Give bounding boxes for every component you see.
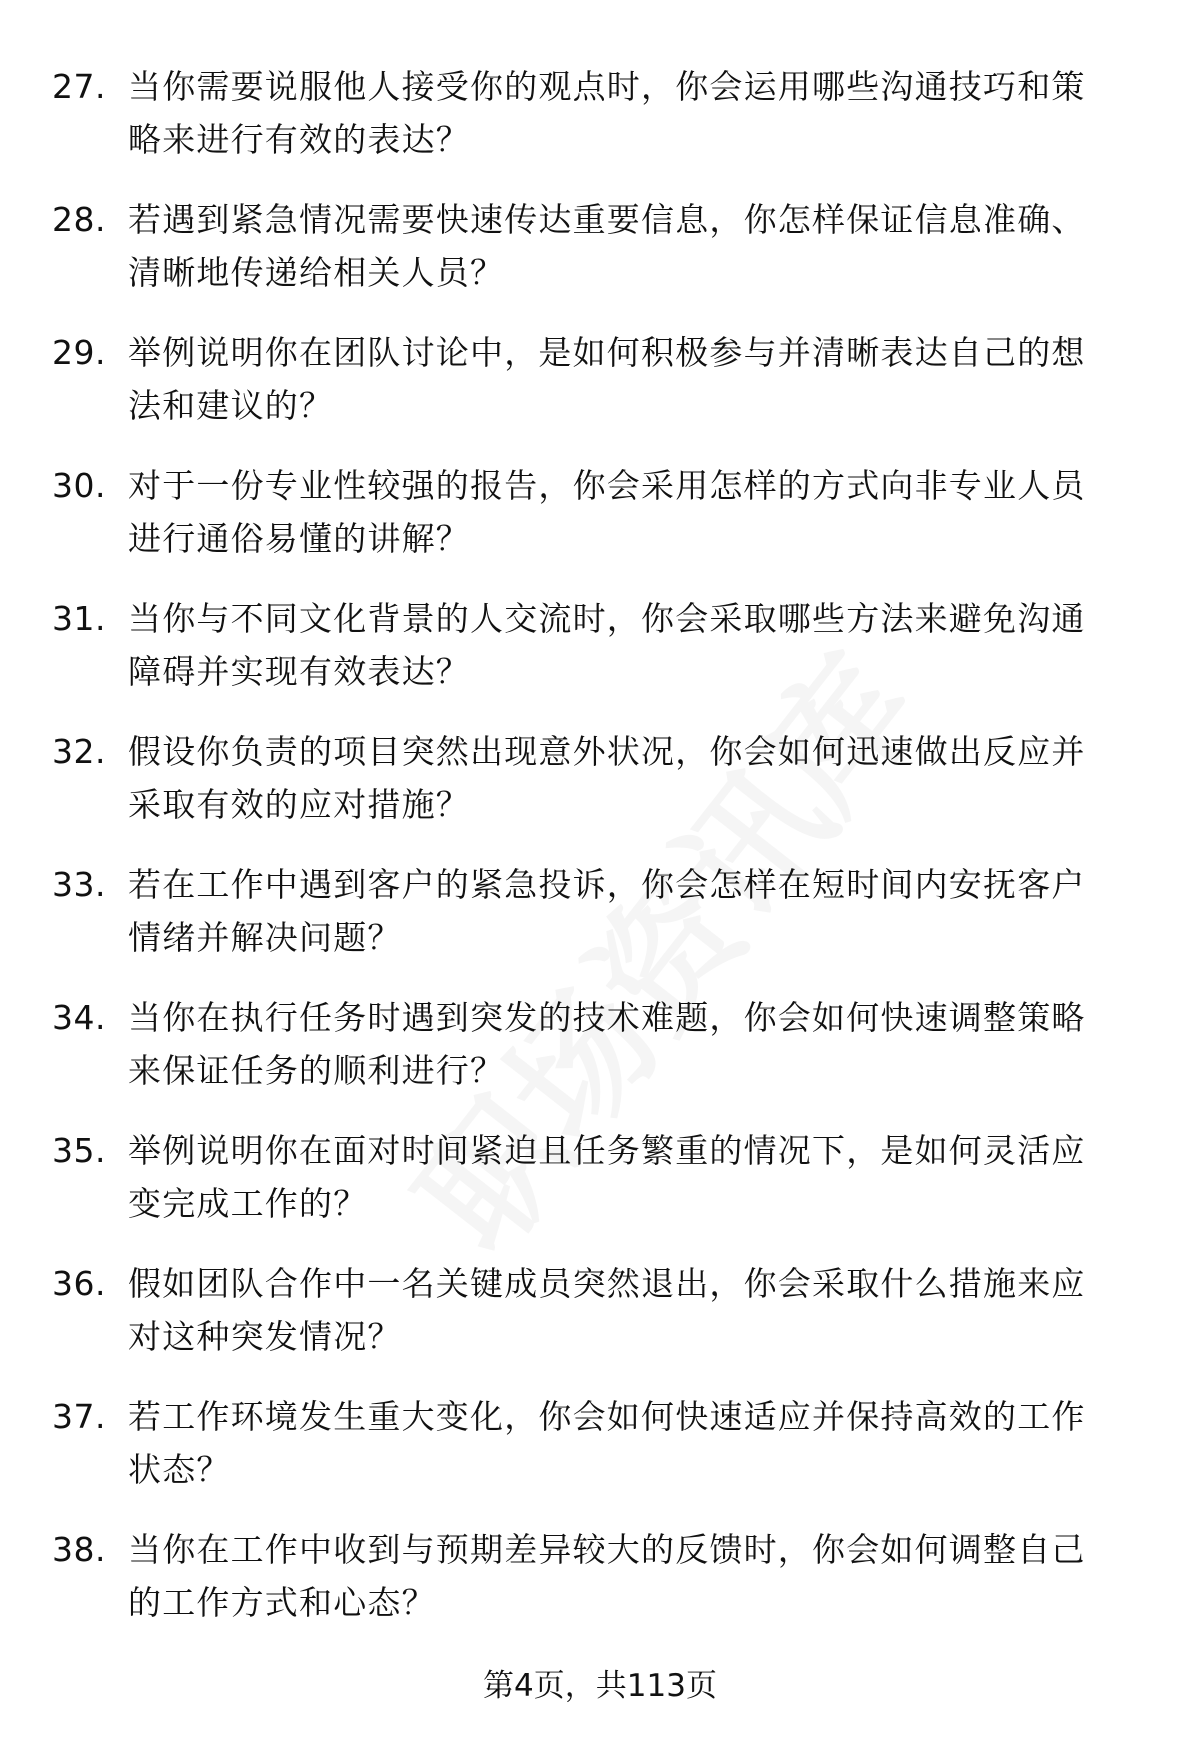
question-text	[128, 60, 1138, 166]
question-text	[128, 326, 1138, 432]
question-text	[128, 858, 1138, 964]
question-line: 进行通俗易懂的讲解？	[128, 519, 470, 558]
question-text	[128, 725, 1138, 831]
question-text	[128, 459, 1138, 565]
question-number: 32.	[52, 732, 106, 771]
page-footer	[0, 1666, 1200, 1706]
question-line: 当你与不同文化背景的人交流时，你会采取哪些方法来避免沟通	[128, 599, 1086, 638]
question-text	[128, 592, 1138, 698]
question-item	[0, 60, 1200, 193]
question-text	[128, 1257, 1138, 1363]
question-line: 略来进行有效的表达？	[128, 120, 470, 159]
question-number: 29.	[52, 333, 106, 372]
question-line: 清晰地传递给相关人员？	[128, 253, 505, 292]
question-line: 假如团队合作中一名关键成员突然退出，你会采取什么措施来应	[128, 1264, 1086, 1303]
question-line: 举例说明你在面对时间紧迫且任务繁重的情况下，是如何灵活应	[128, 1131, 1086, 1170]
question-line: 变完成工作的？	[128, 1184, 368, 1223]
question-line: 若遇到紧急情况需要快速传达重要信息，你怎样保证信息准确、	[128, 200, 1086, 239]
question-line: 障碍并实现有效表达？	[128, 652, 470, 691]
question-number: 35.	[52, 1131, 106, 1170]
question-line: 举例说明你在团队讨论中，是如何积极参与并清晰表达自己的想	[128, 333, 1086, 372]
question-line: 情绪并解决问题？	[128, 918, 402, 957]
question-line: 采取有效的应对措施？	[128, 785, 470, 824]
question-line: 的工作方式和心态？	[128, 1583, 436, 1622]
question-line: 当你在执行任务时遇到突发的技术难题，你会如何快速调整策略	[128, 998, 1086, 1037]
question-text	[128, 1124, 1138, 1230]
question-line: 对于一份专业性较强的报告，你会采用怎样的方式向非专业人员	[128, 466, 1086, 505]
question-number: 27.	[52, 67, 106, 106]
question-text	[128, 1523, 1138, 1629]
question-number: 30.	[52, 466, 106, 505]
question-item	[0, 459, 1200, 592]
question-number: 37.	[52, 1397, 106, 1436]
question-number: 33.	[52, 865, 106, 904]
question-text	[128, 991, 1138, 1097]
question-line: 假设你负责的项目突然出现意外状况，你会如何迅速做出反应并	[128, 732, 1086, 771]
question-list	[0, 60, 1200, 1656]
question-number: 28.	[52, 200, 106, 239]
question-text	[128, 193, 1138, 299]
question-item	[0, 1257, 1200, 1390]
question-item	[0, 858, 1200, 991]
question-line: 来保证任务的顺利进行？	[128, 1051, 505, 1090]
question-item	[0, 592, 1200, 725]
question-line: 当你需要说服他人接受你的观点时，你会运用哪些沟通技巧和策	[128, 67, 1086, 106]
question-item	[0, 326, 1200, 459]
question-line: 若在工作中遇到客户的紧急投诉，你会怎样在短时间内安抚客户	[128, 865, 1086, 904]
question-number: 36.	[52, 1264, 106, 1303]
question-number: 38.	[52, 1530, 106, 1569]
question-number: 34.	[52, 998, 106, 1037]
question-item	[0, 1390, 1200, 1523]
question-line: 法和建议的？	[128, 386, 334, 425]
question-number: 31.	[52, 599, 106, 638]
question-item	[0, 991, 1200, 1124]
question-item	[0, 725, 1200, 858]
question-line: 对这种突发情况？	[128, 1317, 402, 1356]
question-line: 状态？	[128, 1450, 231, 1489]
question-text	[128, 1390, 1138, 1496]
question-item	[0, 1523, 1200, 1656]
page-number-label: 第4页，共113页	[483, 1668, 717, 1704]
question-line: 若工作环境发生重大变化，你会如何快速适应并保持高效的工作	[128, 1397, 1086, 1436]
question-item	[0, 193, 1200, 326]
question-line: 当你在工作中收到与预期差异较大的反馈时，你会如何调整自己	[128, 1530, 1086, 1569]
question-item	[0, 1124, 1200, 1257]
